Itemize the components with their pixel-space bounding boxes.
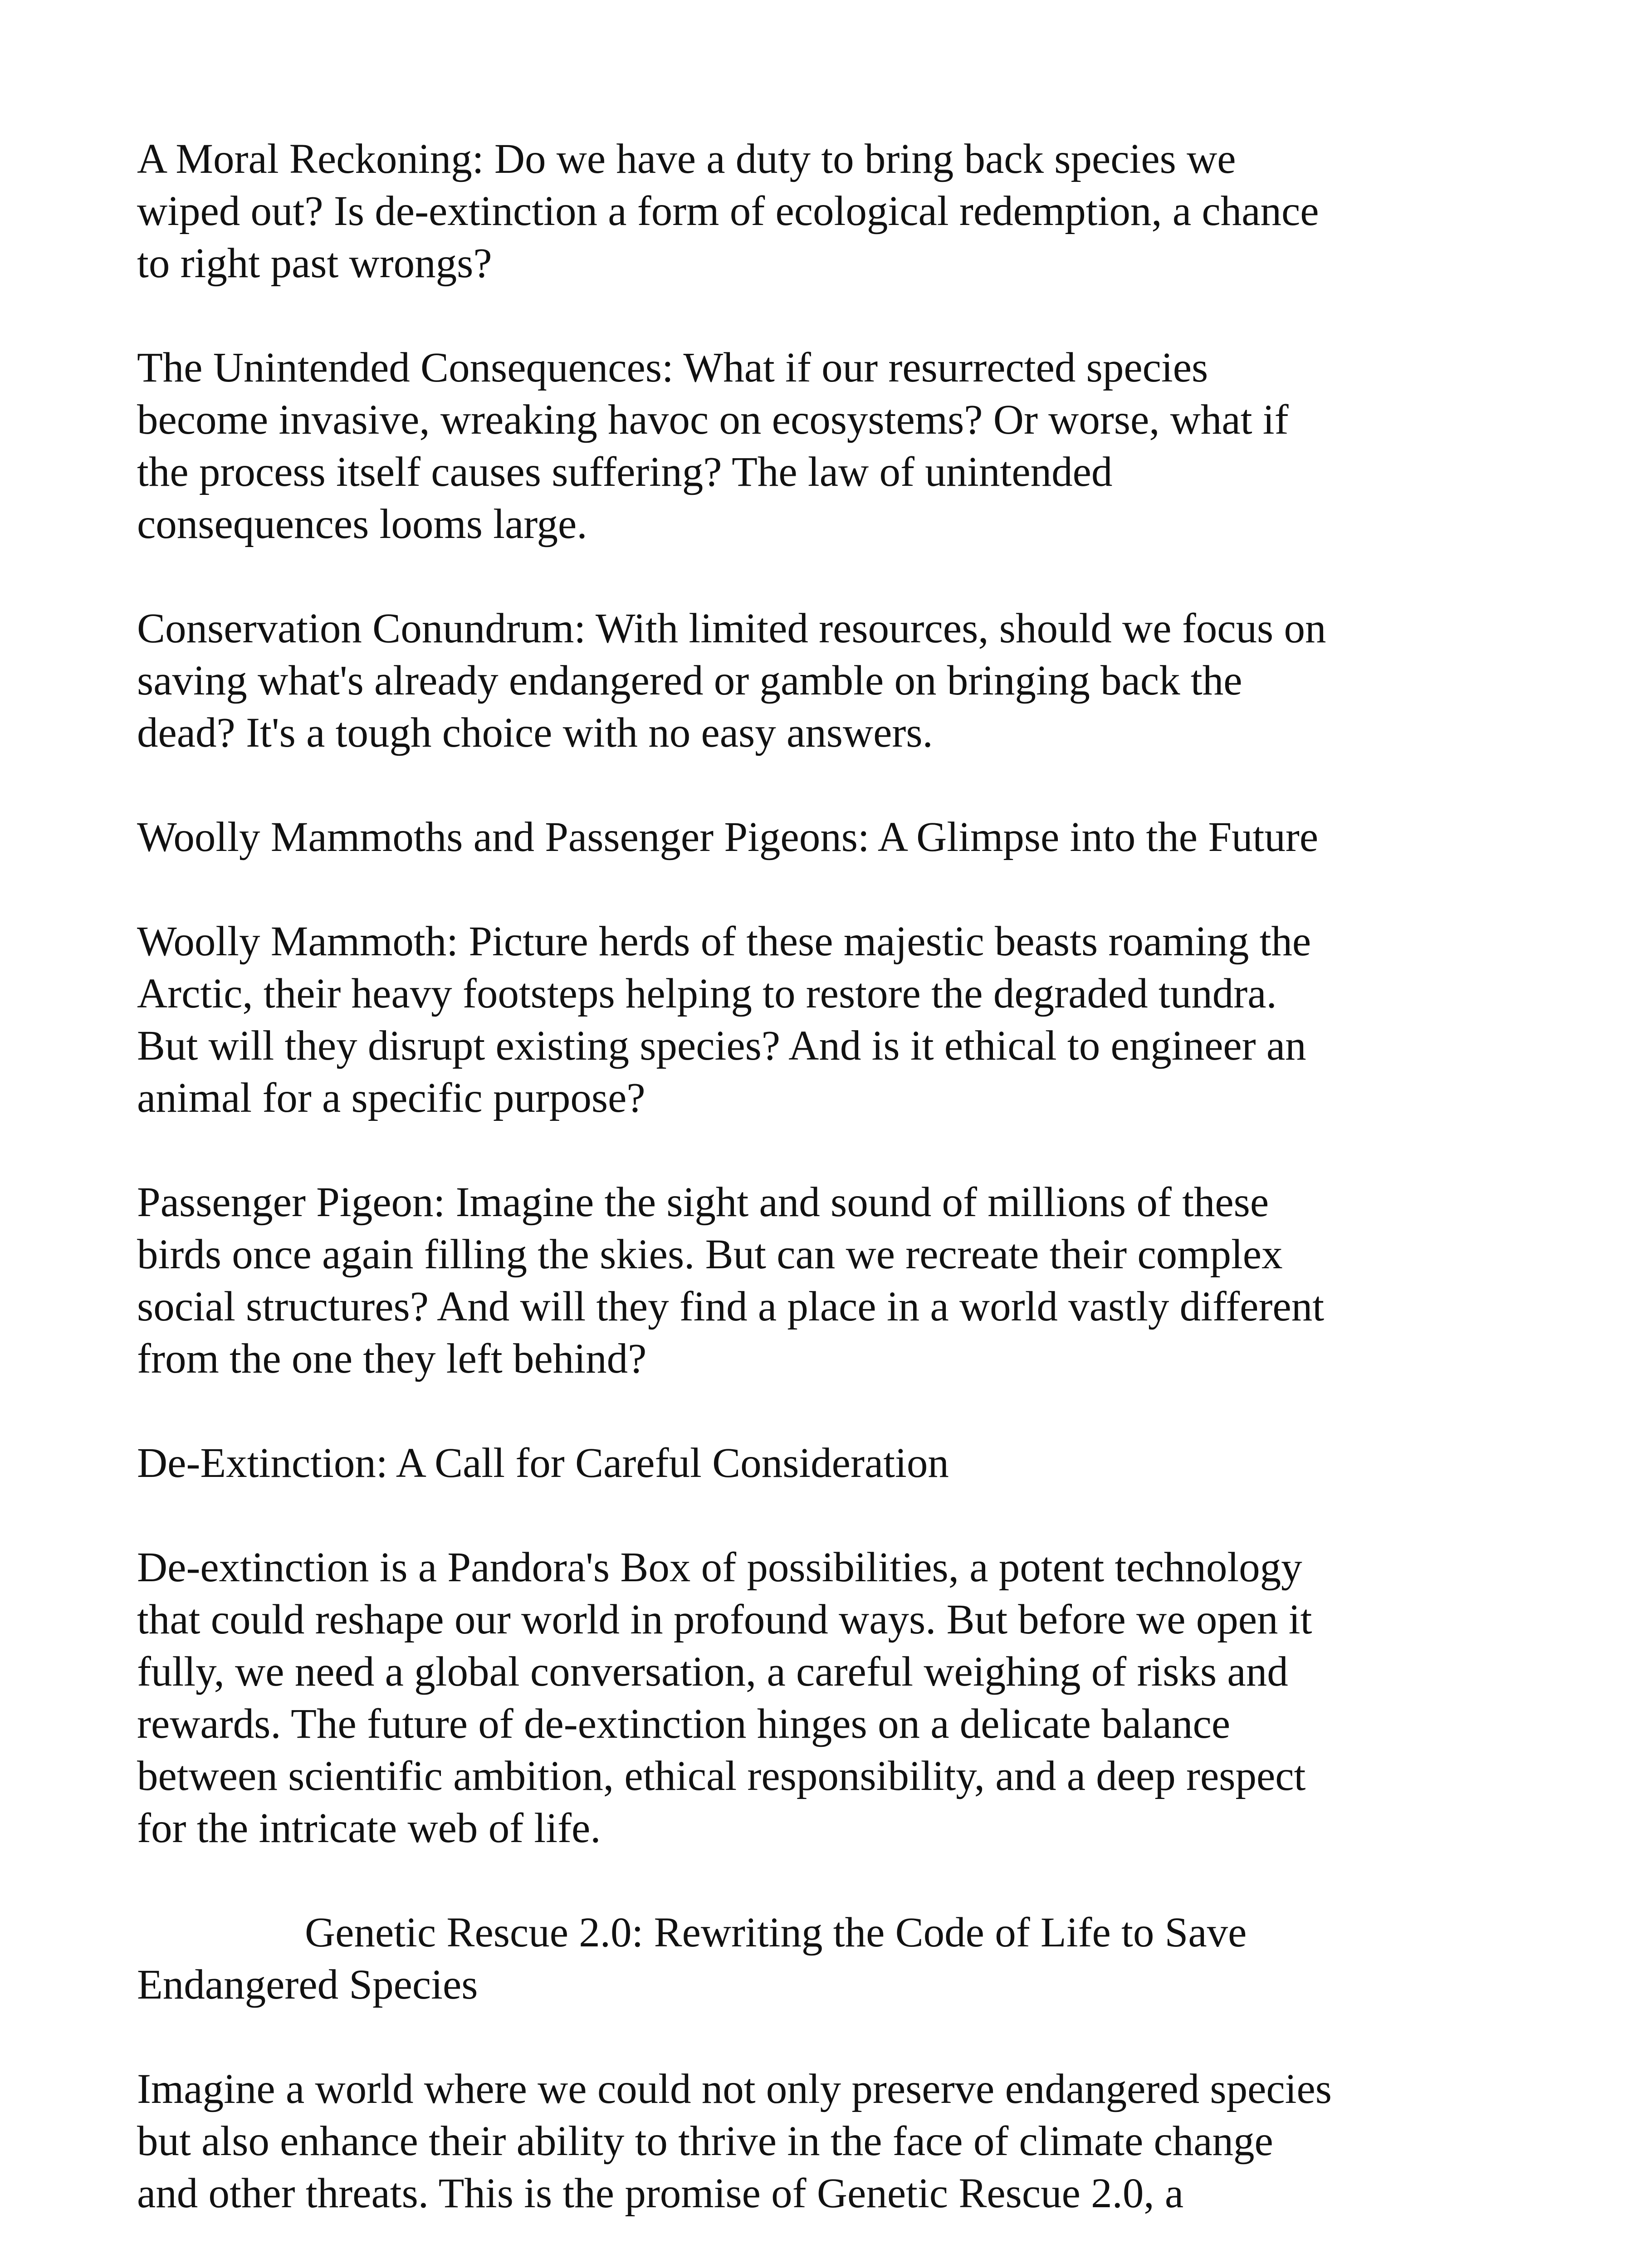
text-line: dead? It's a tough choice with no easy answers.: [137, 709, 933, 756]
text-line: become invasive, wreaking havoc on ecosystems? Or worse, what if: [137, 396, 1289, 443]
text-line: the process itself causes suffering? The law of unintended: [137, 449, 1113, 495]
text-line: between scientific ambition, ethical responsibility, and a deep respect: [137, 1753, 1306, 1799]
text-line: consequences looms large.: [137, 501, 587, 547]
text-line-content: Genetic Rescue 2.0: Rewriting the Code of Life to Save: [305, 1909, 1247, 1956]
text-line: but also enhance their ability to thrive in the face of climate change: [137, 2118, 1273, 2165]
text-line: birds once again filling the skies. But can we recreate their complex: [137, 1231, 1283, 1278]
text-line: Passenger Pigeon: Imagine the sight and sound of millions of these: [137, 1179, 1269, 1226]
text-line: for the intricate web of life.: [137, 1805, 601, 1852]
text-line: from the one they left behind?: [137, 1335, 647, 1382]
text-line: But will they disrupt existing species? And is it ethical to engineer an: [137, 1022, 1306, 1069]
text-line: wiped out? Is de-extinction a form of ecological redemption, a chance: [137, 188, 1319, 235]
text-line: De-Extinction: A Call for Careful Consideration: [137, 1440, 949, 1486]
paragraph-section-heading-call: [137, 1437, 1498, 1489]
text-line: to right past wrongs?: [137, 240, 492, 287]
text-line: A Moral Reckoning: Do we have a duty to bring back species we: [137, 136, 1236, 182]
text-line: fully, we need a global conversation, a careful weighing of risks and: [137, 1648, 1288, 1695]
text-line: Woolly Mammoths and Passenger Pigeons: A Glimpse into the Future: [137, 814, 1319, 860]
text-line: [137, 1906, 1498, 1959]
body-text: [137, 133, 1498, 2268]
paragraph-pandoras-box: [137, 1541, 1498, 1854]
text-line: Arctic, their heavy footsteps helping to restore the degraded tundra.: [137, 970, 1277, 1017]
text-line: that could reshape our world in profound ways. But before we open it: [137, 1596, 1312, 1643]
paragraph-woolly-mammoth: [137, 915, 1498, 1124]
text-line: social structures? And will they find a place in a world vastly different: [137, 1283, 1325, 1330]
text-line: Conservation Conundrum: With limited resources, should we focus on: [137, 605, 1326, 652]
text-line: De-extinction is a Pandora's Box of possibilities, a potent technology: [137, 1544, 1302, 1591]
paragraph-section-heading-mammoths: [137, 811, 1498, 863]
paragraph-imagine-a-world: [137, 2063, 1498, 2219]
text-line: The Unintended Consequences: What if our resurrected species: [137, 344, 1208, 391]
text-line: animal for a specific purpose?: [137, 1075, 645, 1121]
paragraph-passenger-pigeon: [137, 1176, 1498, 1385]
paragraph-unintended-consequences: [137, 342, 1498, 550]
paragraph-moral-reckoning: [137, 133, 1498, 289]
text-line: and other threats. This is the promise of Genetic Rescue 2.0, a: [137, 2170, 1184, 2217]
paragraph-chapter-heading-genetic-rescue: [137, 1906, 1498, 2011]
text-line: saving what's already endangered or gamble on bringing back the: [137, 657, 1242, 704]
text-line: Endangered Species: [137, 1961, 478, 2008]
text-line: Woolly Mammoth: Picture herds of these majestic beasts roaming the: [137, 918, 1311, 965]
text-line: rewards. The future of de-extinction hinges on a delicate balance: [137, 1701, 1231, 1747]
text-line: Imagine a world where we could not only preserve endangered species: [137, 2066, 1332, 2112]
paragraph-conservation-conundrum: [137, 602, 1498, 759]
